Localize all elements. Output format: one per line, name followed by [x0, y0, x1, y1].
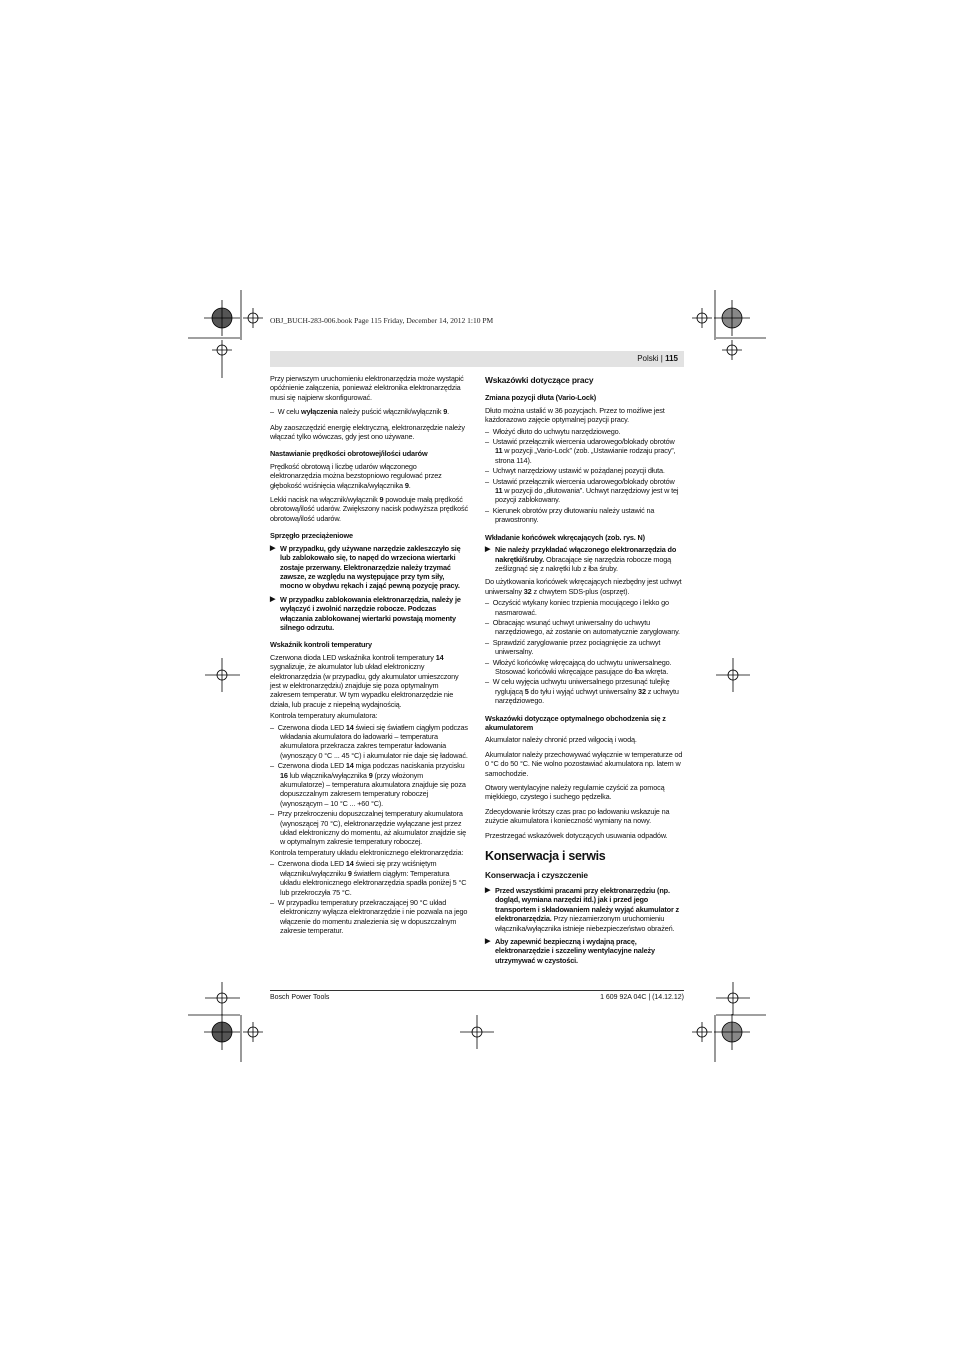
footer-rule	[270, 990, 684, 991]
chisel-heading: Zmiana pozycji dłuta (Vario-Lock)	[485, 393, 597, 403]
temp-item-5: – W przypadku temperatury przekraczającej 90 °C układ elektroniczny wyłącza elektronarzędzie i nie pozwala na jego włączenie do momentu znalezienia się w dopuszczalnym zakresie temperatur.	[270, 897, 468, 936]
page-header	[270, 351, 684, 367]
clutch-warning-2: ▶ W przypadku zablokowania elektronarzędzia, należy je wyłączyć i zwolnić narzędzie robocze. Podczas włączania zablokowanej wiertarki powstają momenty silnego odrzutu.	[270, 594, 461, 632]
header-language: Polski	[637, 354, 659, 363]
screw-item-5: – W celu wyjęcia uchwytu uniwersalnego przesunąć tulejkę ryglującą 5 do tyłu i wyjąć uchwyt uniwersalny 32 z uchwytu narzędziowego.	[485, 677, 679, 706]
bullet-icon: ▶	[485, 546, 491, 554]
battery-paragraph-5: Przestrzegać wskazówek dotyczących usuwania odpadów.	[485, 830, 668, 840]
speed-paragraph: Prędkość obrotową i liczbę udarów włączonego elektronarzędzia można bezstopniowo regulować przez głębokość wciśnięcia włącznika/wyłącznika 9.	[270, 461, 442, 490]
screwdriver-heading: Wkładanie końcówek wkręcających (zob. rys. N)	[485, 532, 645, 542]
battery-paragraph-2: Akumulator należy przechowywać wyłącznie w temperaturze od 0 °C do 50 °C. Nie wolno pozostawiać akumulatora np. latem w samochodzie.	[485, 749, 683, 778]
bullet-icon: ▶	[485, 886, 491, 894]
screw-item-1: – Oczyścić wtykany koniec trzpienia mocującego i lekko go nasmarować.	[485, 598, 669, 617]
chisel-item-2: – Ustawić przełącznik wiercenia udarowego/blokady obrotów 11 w pozycji „Vario-Lock” (zob. „Ustawianie rodzaju pracy”, strona 114).	[485, 437, 676, 465]
pressure-paragraph: Lekki nacisk na włącznik/wyłącznik 9 powoduje małą prędkość obrotową/ilość udarów. Zwiększony nacisk podwyższa prędkość obrotową/ilość udarów.	[270, 495, 468, 523]
screw-item-4: – Włożyć końcówkę wkręcającą do uchwytu uniwersalnego. Stosować końcówki wkręcające pasujące do łba wkręta.	[485, 657, 672, 676]
bullet-icon: ▶	[485, 937, 491, 945]
screw-item-2: – Obracając wsunąć uchwyt uniwersalny do uchwytu narzędziowego, aż zostanie on automatycznie zaryglowany.	[485, 617, 680, 637]
left-column	[270, 374, 468, 937]
temp-item-4: – Czerwona dioda LED 14 świeci się przy wciśniętym włączniku/wyłączniku 9 światłem ciągłym: Temperatura układu elektronicznego elektronarzędzia spadła poniżej 5 °C lub przekroczyła 75 °C.	[270, 859, 467, 897]
battery-paragraph-4: Zdecydowanie krótszy czas prac po ładowaniu wskazuje na zużycie akumulatora i konieczność wymiany na nowy.	[485, 806, 670, 826]
print-line: OBJ_BUCH-283-006.book Page 115 Friday, December 14, 2012 1:10 PM	[270, 316, 494, 325]
cleaning-warning-1: ▶ Przed wszystkimi pracami przy elektronarzędziu (np. dogląd, wymiana narzędzi itd.) jak i przed jego transportem i składowaniem należy wyjąć akumulator z elektronarzędzia. Przy niezamierzonym uruchomieniu włącznika/wyłącznika istnieje niebezpieczeństwo obrażeń.	[485, 885, 680, 933]
right-column	[485, 374, 683, 969]
battery-heading: Wskazówki dotyczące optymalnego obchodzenia się z akumulatorem	[485, 713, 666, 732]
energy-paragraph: Aby zaoszczędzić energię elektryczną, elektronarzędzie należy włączać tylko wówczas, gdy jest ono używane.	[270, 422, 465, 442]
temperature-paragraph: Czerwona dioda LED wskaźnika kontroli temperatury 14 sygnalizuje, że akumulator lub układ elektroniczny elektronarzędzia (w przypadku, gdy akumulator umieszczony jest w elektronarzędziu) znajduje się poza optymalnym zakresem temperatur. W tym wypadku elektronarzędzie nie działa, lub pracuje z niepełną wydajnością.	[270, 652, 459, 709]
holder-paragraph: Do użytkowania końcówek wkręcających niezbędny jest uchwyt uniwersalny 32 z chwytem SDS-plus (osprzęt).	[485, 577, 682, 596]
bullet-icon: ▶	[270, 544, 276, 552]
chisel-item-3: – Uchwyt narzędziowy ustawić w pożądanej pozycji dłuta.	[485, 466, 665, 476]
chisel-item-5: – Kierunek obrotów przy dłutowaniu należy ustawić na prawostronny.	[485, 505, 655, 525]
screw-item-3: – Sprawdzić zaryglowanie przez pociągnięcie za uchwyt uniwersalny.	[485, 637, 661, 657]
temperature-heading: Wskaźnik kontroli temperatury	[270, 640, 372, 650]
clutch-warning-1: ▶ W przypadku, gdy używane narzędzie zakleszczyło się lub zablokowało się, to napęd do wrzeciona wiertarki zostaje przerwany. Elektronarzędzie należy trzymać zawsze, ze względu na występujące przy tym siły, mocno w obydwu rękach i zająć pewną pozycję pracy.	[270, 543, 461, 591]
work-tips-heading: Wskazówki dotyczące pracy	[485, 375, 594, 385]
battery-temp-label: Kontrola temperatury akumulatora:	[270, 711, 378, 721]
temp-item-2: – Czerwona dioda LED 14 miga podczas naciskania przycisku 16 lub włącznika/wyłącznika 9 (przy włożonym akumulatorze) – temperatura akumulatora znajduje się poza dopuszczalnym zakresem temperatury roboczej (wynoszącym – 10 °C ... +60 °C).	[270, 761, 466, 808]
cleaning-warning-2: ▶ Aby zapewnić bezpieczną i wydajną pracę, elektronarzędzie i szczeliny wentylacyjne należy utrzymywać w czystości.	[485, 936, 655, 965]
header-text: Polski | 115	[637, 354, 678, 363]
clutch-heading: Sprzęgło przeciążeniowe	[270, 531, 353, 541]
chisel-item-4: – Ustawić przełącznik wiercenia udarowego/blokady obrotów 11 w pozycji do „dłutowania”. Uchwyt narzędziowy jest w tej pozycji zablokowany.	[485, 476, 679, 505]
chisel-paragraph: Dłuto można ustalić w 36 pozycjach. Przez to możliwe jest każdorazowo zajęcie optymalnej pozycji pracy.	[485, 405, 665, 425]
electronics-temp-label: Kontrola temperatury układu elektronicznego elektronarzędzia:	[270, 847, 464, 857]
speed-heading: Nastawianie prędkości obrotowej/ilości udarów	[270, 449, 428, 459]
page-number: 115	[665, 354, 678, 363]
chisel-item-1: – Włożyć dłuto do uchwytu narzędziowego.	[485, 426, 621, 436]
maintenance-heading: Konserwacja i serwis	[485, 849, 606, 864]
screw-warning: ▶ Nie należy przykładać włączonego elektronarzędzia do nakrętki/śruby. Obracające się narzędzia robocze mogą ześlizgnąć się z nakrętki lub z łba śruby.	[485, 545, 677, 573]
bullet-icon: ▶	[270, 595, 276, 603]
battery-paragraph-3: Otwory wentylacyjne należy regularnie czyścić za pomocą miękkiego, czystego i suchego pędzelka.	[485, 783, 665, 802]
footer-code: 1 609 92A 04C | (14.12.12)	[600, 994, 684, 1001]
temp-item-1: – Czerwona dioda LED 14 świeci się światłem ciągłym podczas wkładania akumulatora do ładowarki – temperatura akumulatora przekracza zakres temperatur ładowania (wynoszący 0 °C ... 45 °C) i akumulator nie daje się ładować.	[270, 722, 468, 760]
footer-brand: Bosch Power Tools	[270, 994, 330, 1001]
switch-off-item: – W celu wyłączenia należy puścić włącznik/wyłącznik 9.	[270, 407, 450, 417]
temp-item-3: – Przy przekroczeniu dopuszczalnej temperatury akumulatora (wynoszącej 70 °C), elektronarzędzie wyłączane jest przez układ elektroniczny do momentu, aż akumulator znajdzie się w optymalnym zakresie temperatury roboczej.	[270, 809, 466, 847]
battery-paragraph-1: Akumulator należy chronić przed wilgocią i wodą.	[485, 735, 637, 745]
intro-paragraph: Przy pierwszym uruchomieniu elektronarzędzia może wystąpić opóźnienie załączenia, ponieważ elektronika elektronarzędzia musi się najpierw skonfigurować.	[270, 374, 464, 402]
cleaning-heading: Konserwacja i czyszczenie	[485, 870, 588, 881]
